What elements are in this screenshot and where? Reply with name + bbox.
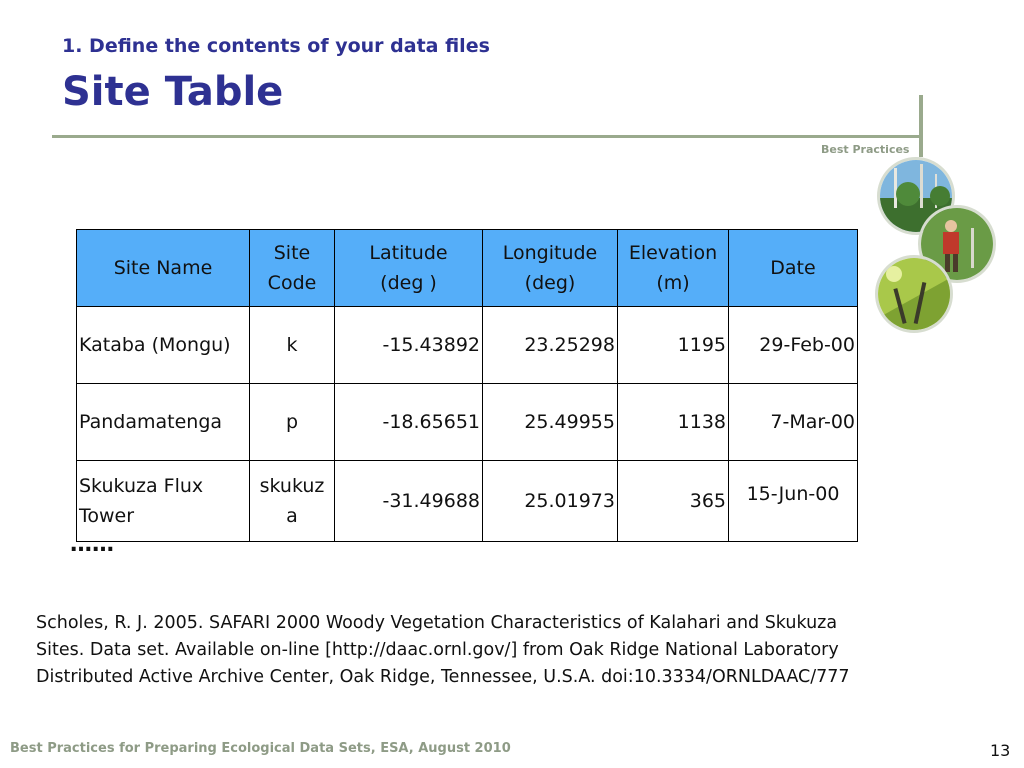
vegetation-photo-icon <box>875 255 953 333</box>
slide-subtitle: 1. Define the contents of your data files <box>62 35 490 57</box>
cell-date: 15-Jun-00 <box>729 461 858 542</box>
citation-line: Sites. Data set. Available on-line [http://daac.ornl.gov/] from Oak Ridge National Laboratory <box>36 640 839 660</box>
header-longitude <box>483 230 618 307</box>
footer-text: Best Practices for Preparing Ecological Data Sets, ESA, August 2010 <box>10 741 511 756</box>
header-label: Code <box>267 272 317 294</box>
cell-site-name <box>77 461 250 542</box>
cell-latitude: -31.49688 <box>335 461 483 542</box>
table-row <box>77 384 858 461</box>
cell-text: a <box>286 505 298 527</box>
table-header-row <box>77 230 858 307</box>
cell-elevation: 1195 <box>618 307 729 384</box>
cell-longitude: 25.49955 <box>483 384 618 461</box>
header-label: Site <box>273 242 311 264</box>
cell-site-code: p <box>250 384 335 461</box>
header-label: Latitude <box>369 242 448 264</box>
cell-elevation: 365 <box>618 461 729 542</box>
cell-text: skukuz <box>259 475 325 497</box>
header-label: (deg ) <box>380 272 437 294</box>
slide-title: Site Table <box>62 69 284 115</box>
header-divider <box>52 135 922 138</box>
citation-line: Distributed Active Archive Center, Oak Ridge, Tennessee, U.S.A. doi:10.3334/ORNLDAAC/777 <box>36 667 850 687</box>
cell-date: 29-Feb-00 <box>729 307 858 384</box>
cell-latitude: -15.43892 <box>335 307 483 384</box>
cell-elevation: 1138 <box>618 384 729 461</box>
header-label: Longitude <box>502 242 598 264</box>
cell-latitude: -18.65651 <box>335 384 483 461</box>
header-label: (m) <box>656 272 690 294</box>
cell-text: Skukuza Flux <box>79 475 204 497</box>
cell-site-code: k <box>250 307 335 384</box>
header-label: Site Name <box>113 257 213 279</box>
header-label: Date <box>770 257 816 279</box>
cell-longitude: 23.25298 <box>483 307 618 384</box>
header-date <box>729 230 858 307</box>
cell-text: Tower <box>79 505 135 527</box>
citation-line: Scholes, R. J. 2005. SAFARI 2000 Woody Vegetation Characteristics of Kalahari and Skukuza <box>36 613 838 633</box>
citation <box>36 610 916 691</box>
header-site-code <box>250 230 335 307</box>
table-row <box>77 307 858 384</box>
cell-site-code <box>250 461 335 542</box>
cell-site-name: Kataba (Mongu) <box>77 307 250 384</box>
page-number: 13 <box>990 741 1011 760</box>
site-table <box>76 229 858 542</box>
cell-site-name: Pandamatenga <box>77 384 250 461</box>
header-label: (deg) <box>524 272 576 294</box>
header-vertical-divider <box>919 95 923 157</box>
header-elevation <box>618 230 729 307</box>
cell-longitude: 25.01973 <box>483 461 618 542</box>
best-practices-tag: Best Practices <box>821 143 910 156</box>
table-row <box>77 461 858 542</box>
header-latitude <box>335 230 483 307</box>
header-site-name <box>77 230 250 307</box>
header-label: Elevation <box>628 242 718 264</box>
cell-date: 7-Mar-00 <box>729 384 858 461</box>
more-rows-ellipsis: …… <box>70 532 114 557</box>
